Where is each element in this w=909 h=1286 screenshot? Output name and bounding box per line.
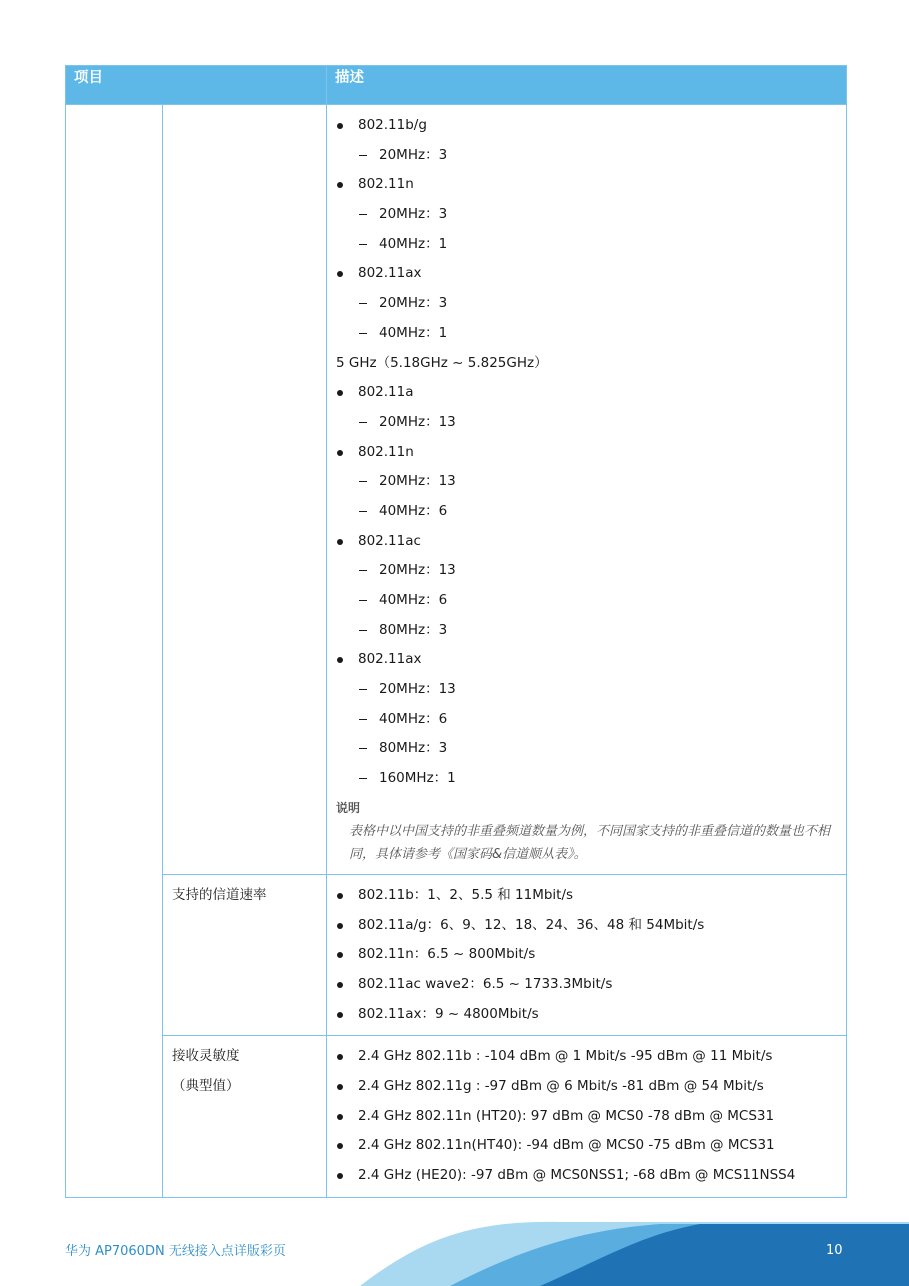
bandwidth-item: 40MHz：1 (336, 230, 837, 260)
bandwidth-item: 80MHz：3 (336, 734, 837, 764)
channels-desc-cell (327, 105, 847, 875)
sensitivity-item: 2.4 GHz 802.11n (HT20): 97 dBm @ MCS0 -78 dBm @ MCS31 (336, 1102, 837, 1132)
sensitivity-sublabel: （典型值） (172, 1077, 240, 1094)
group-cell-empty (66, 105, 163, 1198)
page-number: 10 (826, 1243, 843, 1258)
standard-item: 802.11ax (336, 259, 837, 289)
bandwidth-item: 20MHz：3 (336, 200, 837, 230)
bandwidth-item: 160MHz：1 (336, 764, 837, 794)
sensitivity-item: 2.4 GHz 802.11b : -104 dBm @ 1 Mbit/s -95 dBm @ 11 Mbit/s (336, 1042, 837, 1072)
bandwidth-item: 20MHz：3 (336, 289, 837, 319)
header-item: 项目 (66, 66, 327, 105)
bandwidth-item: 40MHz：6 (336, 705, 837, 735)
table-header-row (66, 66, 847, 105)
standard-item: 802.11b/g (336, 111, 837, 141)
rate-item: 802.11a/g：6、9、12、18、24、36、48 和 54Mbit/s (336, 911, 837, 941)
sensitivity-label-cell (163, 1036, 327, 1197)
spec-table (65, 65, 847, 1198)
bandwidth-item: 40MHz：6 (336, 586, 837, 616)
rate-item: 802.11b：1、2、5.5 和 11Mbit/s (336, 881, 837, 911)
bandwidth-item: 20MHz：13 (336, 675, 837, 705)
note-text: 表格中以中国支持的非重叠频道数量为例，不同国家支持的非重叠信道的数量也不相同，具体请参考《国家码&信道顺从表》。 (349, 823, 831, 862)
channels-label-cell-empty (163, 105, 327, 875)
table-row-rates (66, 874, 847, 1035)
sensitivity-desc-cell (327, 1036, 847, 1197)
sensitivity-item: 2.4 GHz 802.11g : -97 dBm @ 6 Mbit/s -81 dBm @ 54 Mbit/s (336, 1072, 837, 1102)
note-title: 说明 (336, 800, 361, 815)
standard-item: 802.11ax (336, 645, 837, 675)
rates-label: 支持的信道速率 (163, 874, 327, 1035)
header-description: 描述 (327, 66, 847, 105)
bandwidth-item: 80MHz：3 (336, 616, 837, 646)
sensitivity-label: 接收灵敏度 (172, 1048, 240, 1065)
bandwidth-item: 20MHz：3 (336, 141, 837, 171)
rate-item: 802.11n：6.5 ~ 800Mbit/s (336, 940, 837, 970)
table-row-channels (66, 105, 847, 875)
rate-item: 802.11ac wave2：6.5 ~ 1733.3Mbit/s (336, 970, 837, 1000)
band-heading: 5 GHz（5.18GHz ~ 5.825GHz） (336, 354, 548, 371)
standard-item: 802.11ac (336, 527, 837, 557)
bandwidth-item: 20MHz：13 (336, 556, 837, 586)
standard-item: 802.11n (336, 170, 837, 200)
rate-item: 802.11ax：9 ~ 4800Mbit/s (336, 1000, 837, 1030)
bandwidth-item: 40MHz：1 (336, 319, 837, 349)
sensitivity-item: 2.4 GHz 802.11n(HT40): -94 dBm @ MCS0 -75 dBm @ MCS31 (336, 1131, 837, 1161)
sensitivity-item: 2.4 GHz (HE20): -97 dBm @ MCS0NSS1; -68 dBm @ MCS11NSS4 (336, 1161, 837, 1191)
footer-title: 华为 AP7060DN 无线接入点详版彩页 (65, 1244, 286, 1259)
rates-desc-cell (327, 874, 847, 1035)
channel-list (336, 111, 837, 794)
bandwidth-item: 40MHz：6 (336, 497, 837, 527)
bandwidth-item: 20MHz：13 (336, 408, 837, 438)
standard-item: 802.11a (336, 378, 837, 408)
standard-item: 802.11n (336, 438, 837, 468)
table-row-sensitivity (66, 1036, 847, 1197)
bandwidth-item: 20MHz：13 (336, 467, 837, 497)
